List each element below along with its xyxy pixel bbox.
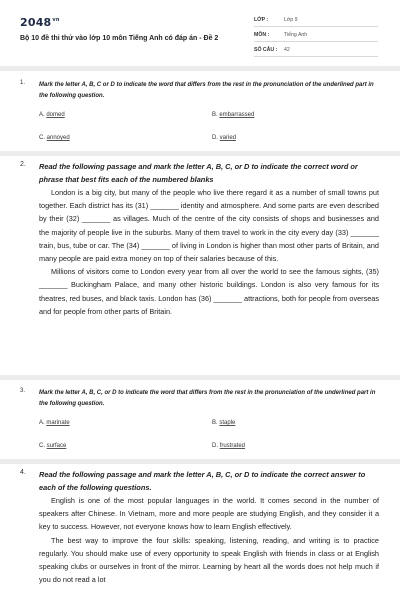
option-letter: A. — [39, 112, 45, 118]
option-word: varied — [219, 135, 237, 141]
meta-subject-key: MÔN : — [254, 32, 270, 38]
question-instruction: Mark the letter A, B, C or D to indicate the word that differs from the rest in the pronunciation of the underlined part in the following question. — [39, 82, 374, 99]
question-instruction: Read the following passage and mark the letter A, B, C, or D to indicate the correct word or phrase that best fits each of the numbered blanks — [39, 162, 358, 184]
option-letter: D. — [212, 135, 218, 141]
question-instruction: Mark the letter A, B, C, or D to indicate the word that differs from the rest in the pronunciation of the underlined part in the following question. — [39, 390, 376, 407]
option-d[interactable] — [212, 443, 245, 449]
question-number: 2. — [20, 161, 26, 168]
document-header — [0, 0, 400, 62]
meta-class-row — [254, 14, 378, 27]
passage-paragraph: English is one of the most popular languages in the world. It comes second in the number of speakers after Chinese. In Vietnam, more and more people are studying English, and they consider it a key to success. However, not everyone knows how to learn English effectively. — [39, 496, 379, 532]
meta-class-key: LỚP : — [254, 17, 269, 23]
option-letter: A. — [39, 420, 45, 426]
option-word: marinate — [46, 420, 70, 426]
question-3 — [20, 388, 380, 458]
question-number: 4. — [20, 469, 26, 476]
section-divider — [0, 459, 400, 464]
option-word: embarrassed — [219, 112, 255, 118]
question-instruction: Read the following passage and mark the letter A, B, C, or D to indicate the correct answer to each of the following questions. — [39, 470, 366, 492]
passage-paragraph: London is a big city, but many of the people who live there regard it as a number of small towns put together. Each district has its (31) _______ identity and atmosphere. And some parts are even described by their (32) _______ as villages. Much of the centre of the city consists of shops and businesses and the majority of people live in the suburbs. Many of them travel to work in the city every day (33) _______ train, bus, tube or car. The (34) _______ of living in London is higher than most other parts of Britain, and many people are paid extra money on top of their salaries because of this. — [39, 188, 379, 264]
option-b[interactable] — [212, 112, 254, 118]
option-word: frustrated — [219, 443, 246, 449]
option-c[interactable] — [39, 135, 70, 141]
option-a[interactable] — [39, 420, 70, 426]
logo-suffix: vn — [52, 17, 60, 24]
option-word: domed — [46, 112, 65, 118]
meta-subject-row — [254, 29, 378, 42]
option-word: annoyed — [46, 135, 70, 141]
section-divider — [0, 375, 400, 380]
passage-paragraph: Millions of visitors come to London every year from all over the world to see the famous sights, (35) _______ Buckingham Palace, and many other historic buildings. London is also very famous for its theatres, red buses, and black taxis. London has (36) _______ attractions, both for people from overseas and for people from other parts of Britain. — [39, 267, 379, 316]
meta-count-row — [254, 44, 378, 57]
question-1 — [20, 80, 380, 150]
meta-count-value: 42 — [284, 47, 290, 53]
logo-text: 2048 — [20, 16, 52, 29]
option-letter: C. — [39, 135, 45, 141]
option-b[interactable] — [212, 420, 235, 426]
question-4 — [20, 468, 380, 600]
question-number: 1. — [20, 80, 26, 86]
passage-paragraph: The best way to improve the four skills: speaking, listening, reading, and writing is to practice regularly. You should make use of every opportunity to speak English with friends in class or at English speaking clubs or ourselves in front of the mirror. Learning by heart all the words does not help much if you do not read a lot — [39, 535, 379, 585]
meta-count-key: SỐ CÂU : — [254, 47, 278, 53]
site-logo[interactable] — [20, 16, 60, 29]
reading-passage — [39, 494, 379, 586]
option-letter: D. — [212, 443, 218, 449]
section-divider — [0, 151, 400, 156]
option-letter: B. — [212, 112, 218, 118]
option-letter: B. — [212, 420, 218, 426]
meta-subject-value: Tiếng Anh — [284, 32, 308, 38]
option-d[interactable] — [212, 135, 236, 141]
question-number: 3. — [20, 388, 26, 394]
question-2 — [20, 160, 380, 372]
option-c[interactable] — [39, 443, 66, 449]
option-a[interactable] — [39, 112, 65, 118]
section-divider — [0, 66, 400, 71]
document-title: Bộ 10 đề thi thử vào lớp 10 môn Tiếng Anh có đáp án - Đề 2 — [20, 35, 219, 42]
meta-class-value: Lớp 9 — [284, 17, 298, 23]
option-letter: C. — [39, 443, 45, 449]
reading-passage — [39, 186, 379, 318]
option-word: surface — [46, 443, 67, 449]
option-word: staple — [219, 420, 236, 426]
